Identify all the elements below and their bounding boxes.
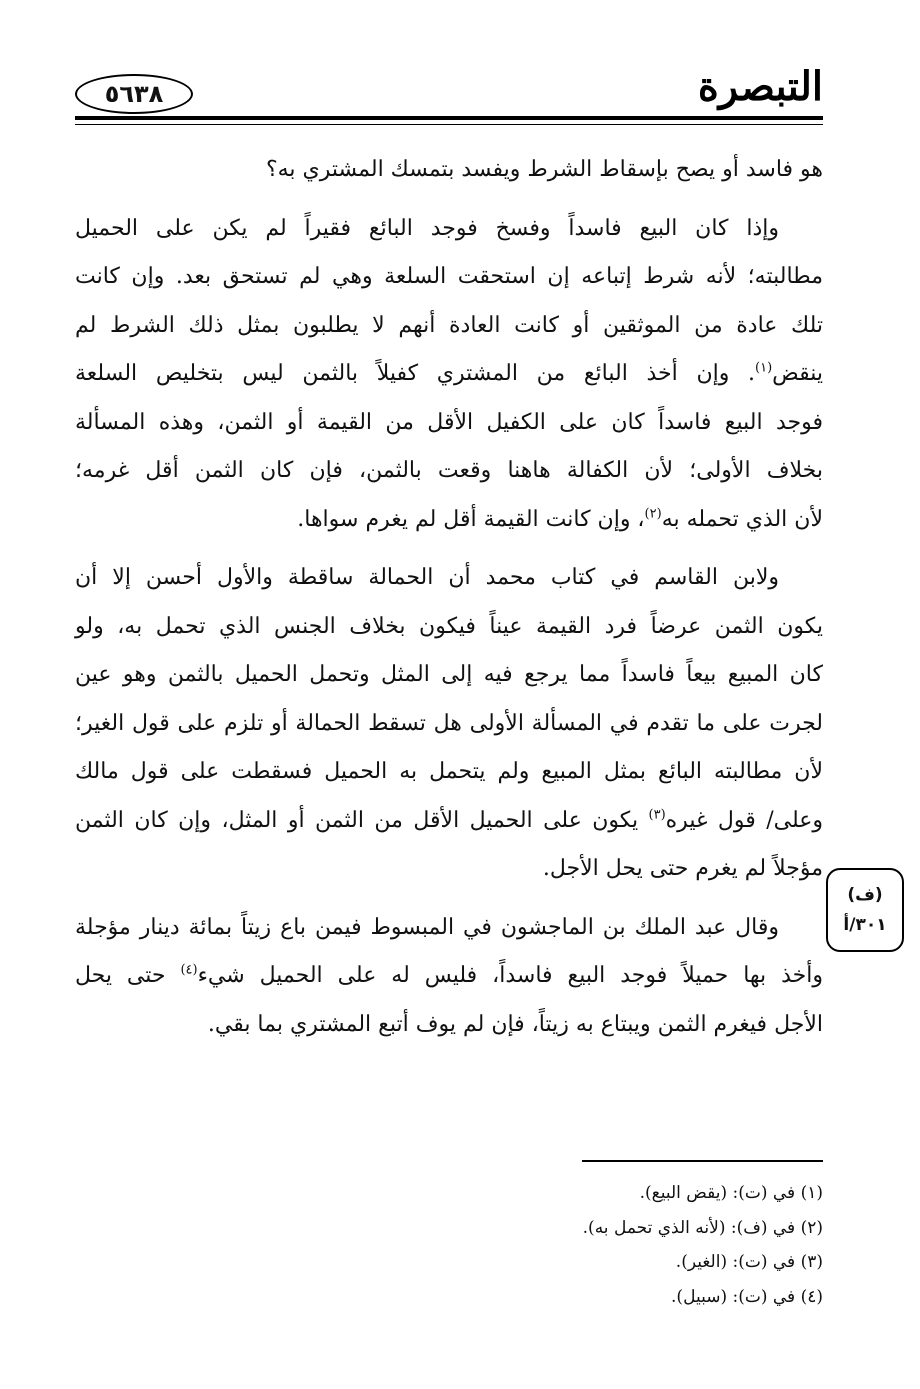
footnote-ref-3: (٣)	[648, 807, 666, 823]
text-line: ولابن القاسم في كتاب محمد أن الحمالة ساقطة والأول أحسن إلا أن	[75, 565, 779, 590]
text-line: يكون الثمن عرضاً فرد القيمة عيناً فيكون بخلاف الجنس الذي تحمل به، ولو	[75, 613, 823, 639]
footnote-3: (٣) في (ت): (الغير).	[675, 1252, 823, 1272]
footnote-separator	[582, 1160, 823, 1162]
text-segment: لأن الذي تحمله به	[661, 506, 823, 532]
text-segment: وأخذ بها حميلاً فوجد البيع فاسداً، فليس له على الحميل شيء	[197, 963, 823, 988]
text-line	[75, 496, 823, 545]
text-line: هو فاسد أو يصح بإسقاط الشرط ويفسد بتمسك المشتري به؟	[265, 157, 823, 182]
text-segment: ينقض	[772, 361, 823, 386]
header-rule-thin	[75, 124, 823, 125]
text-line: الأجل فيغرم الثمن ويبتاع به زيتاً، فإن لم يوف أتبع المشتري بما بقي.	[207, 1011, 823, 1037]
paragraph-4	[75, 904, 823, 1050]
text-segment: يكون على الحميل الأقل من الثمن أو المثل، وإن كان الثمن	[75, 807, 649, 833]
footnotes	[223, 1176, 823, 1314]
text-line: بخلاف الأولى؛ لأن الكفالة هاهنا وقعت بالثمن، فإن كان الثمن أقل غرمه؛	[75, 458, 823, 483]
text-segment: ، وإن كانت القيمة أقل لم يغرم سواها.	[297, 506, 645, 532]
text-line: لجرت على ما تقدم في المسألة الأولى هل تسقط الحمالة أو تلزم على قول الغير؛	[75, 710, 823, 736]
text-line: مؤجلاً لم يغرم حتى يحل الأجل.	[542, 856, 823, 881]
footnote-ref-1: (١)	[755, 360, 773, 376]
folio-number: ٣٠١/أ	[843, 915, 887, 935]
footnote-1: (١) في (ت): (يقض البيع).	[639, 1183, 823, 1203]
text-line: كان المبيع بيعاً فاسداً مما يرجع فيه إلى المثل وتحمل الحميل بالثمن وهو عين	[75, 662, 823, 687]
text-line: وقال عبد الملك بن الماجشون في المبسوط فيمن باع زيتاً بمائة دينار مؤجلة	[75, 914, 779, 940]
text-line: تلك عادة من الموثقين أو كانت العادة أنهم لا يطلبون بمثل ذلك الشرط لم	[75, 312, 823, 338]
paragraph-2	[75, 205, 823, 545]
text-line: مطالبته؛ لأنه شرط إتباعه إن استحقت السلعة وهي لم تستحق بعد. وإن كانت	[75, 264, 823, 289]
footnote-ref-4: (٤)	[180, 962, 198, 978]
text-segment: حتى يحل	[75, 963, 181, 988]
main-text	[75, 146, 823, 1059]
footnote-2: (٢) في (ف): (لأنه الذي تحمل به).	[582, 1217, 823, 1238]
book-title: التبصرة	[697, 63, 823, 110]
text-line: وإذا كان البيع فاسداً وفسخ فوجد البائع فقيراً لم يكن على الحميل	[75, 215, 779, 241]
text-line	[75, 952, 823, 1001]
text-line: لأن مطالبته البائع بمثل المبيع ولم يتحمل به الحميل فسقطت على قول مالك	[75, 759, 823, 784]
page-number-badge	[75, 74, 193, 114]
text-segment: . وإن أخذ البائع من المشتري كفيلاً بالثمن ليس بتخليص السلعة	[75, 361, 756, 386]
manuscript-folio-note	[826, 868, 904, 952]
page-number: ٥٦٣٨	[104, 80, 164, 108]
page-header	[75, 60, 823, 124]
manuscript-siglum: (ف)	[847, 885, 883, 905]
paragraph-1	[75, 146, 823, 195]
text-line: فوجد البيع فاسداً كان على الكفيل الأقل من القيمة أو الثمن، وهذه المسألة	[75, 409, 823, 435]
text-line	[75, 797, 823, 846]
paragraph-3	[75, 554, 823, 894]
text-line	[75, 350, 823, 399]
text-segment: وعلى/ قول غيره	[665, 807, 823, 833]
footnote-ref-2: (٢)	[644, 506, 662, 522]
footnote-4: (٤) في (ت): (سبيل).	[671, 1286, 823, 1307]
header-rule-thick	[75, 116, 823, 120]
